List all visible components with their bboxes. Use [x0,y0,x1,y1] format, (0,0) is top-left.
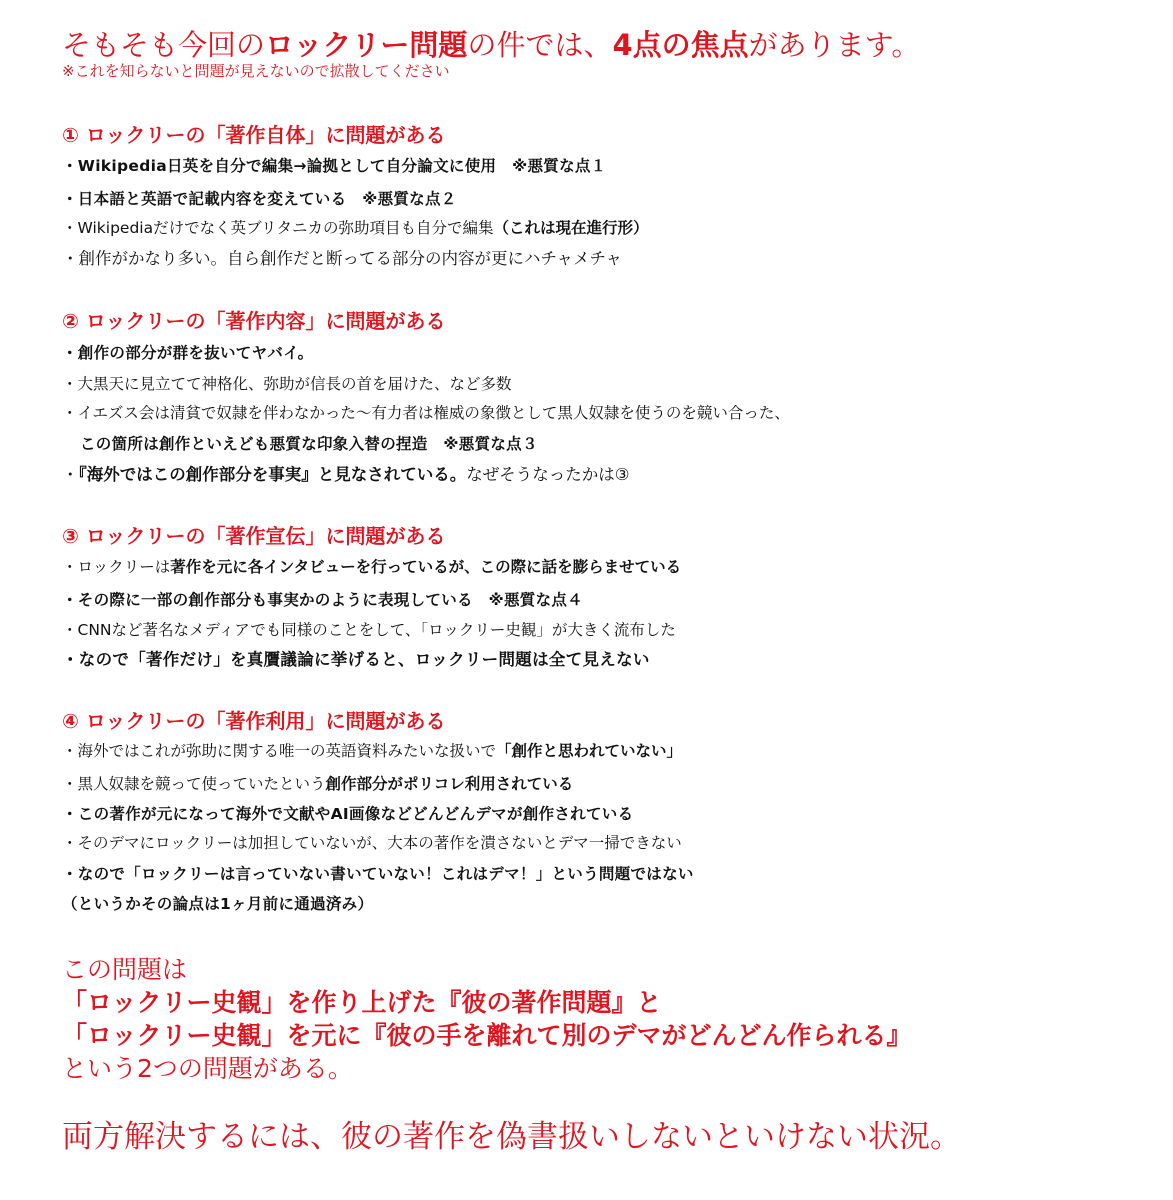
section-1-item-2: ・日本語と英語で記載内容を変えている ※悪質な点２ [62,190,457,208]
section-4-item-5: ・なので「ロックリーは言っていない書いていない！これはデマ！」という問題ではない [62,865,694,883]
section-2-item-4: ・『海外ではこの創作部分を事実』と見なされている。なぜそうなったかは③ [62,465,630,484]
section-2-heading: ② ロックリーの「著作内容」に問題がある [62,309,446,333]
section-4-item-4: ・そのデマにロックリーは加担していないが、大本の著作を潰さないとデマ一掃できない [62,834,682,852]
section-3-item-4: ・なので「著作だけ」を真贋議論に挙げると、ロックリー問題は全て見えない [62,650,650,669]
final-statement: 両方解決するには、彼の著作を偽書扱いしないといけない状況。 [62,1119,961,1155]
section-1-heading: ① ロックリーの「著作自体」に問題がある [62,123,446,147]
section-1-item-3: ・Wikipediaだけでなく英ブリタニカの弥助項目も自分で編集（これは現在進行形） [62,219,649,237]
section-1-item-4: ・創作がかなり多い。自ら創作だと断ってる部分の内容が更にハチャメチャ [62,249,623,268]
conclusion-line-1: この問題は [62,955,188,984]
page-title: そもそも今回のロックリー問題の件では、4点の焦点があります。 [62,28,921,62]
section-4-item-2: ・黒人奴隷を競って使っていたという創作部分がポリコレ利用されている [62,775,574,793]
section-4-item-6: （というかその論点は1ヶ月前に通過済み） [62,895,374,913]
conclusion-line-4: という2つの問題がある。 [62,1054,353,1083]
conclusion-line-3: 「ロックリー史観」を元に『彼の手を離れて別のデマがどんどん作られる』 [62,1021,912,1050]
section-4-heading: ④ ロックリーの「著作利用」に問題がある [62,709,446,733]
section-4-item-3: ・この著作が元になって海外で文献やAI画像などどんどんデマが創作されている [62,805,634,823]
section-3-item-3: ・CNNなど著名なメディアでも同様のことをして、「ロックリー史観」が大きく流布した [62,621,676,639]
share-note: ※これを知らないと問題が見えないので拡散してください [62,62,450,80]
section-2-item-3: ・イエズス会は清貧で奴隷を伴わなかった～有力者は権威の象徴として黒人奴隷を使うのを競い合った、 [62,404,790,422]
section-3-heading: ③ ロックリーの「著作宣伝」に問題がある [62,524,446,548]
section-1-item-1: ・Wikipedia日英を自分で編集→論拠として自分論文に使用 ※悪質な点１ [62,157,607,175]
section-3-item-1: ・ロックリーは著作を元に各インタビューを行っているが、この際に話を膨らませている [62,558,682,576]
section-4-item-1: ・海外ではこれが弥助に関する唯一の英語資料みたいな扱いで「創作と思われていない」 [62,742,683,760]
section-2-item-1: ・創作の部分が群を抜いてヤバイ。 [62,344,314,362]
section-2-item-3-continued: この箇所は創作といえども悪質な印象入替の捏造 ※悪質な点３ [80,435,538,453]
conclusion-line-2: 「ロックリー史観」を作り上げた『彼の著作問題』と [62,988,662,1017]
section-2-item-2: ・大黒天に見立てて神格化、弥助が信長の首を届けた、など多数 [62,375,512,393]
section-3-item-2: ・その際に一部の創作部分も事実かのように表現している ※悪質な点４ [62,591,583,609]
